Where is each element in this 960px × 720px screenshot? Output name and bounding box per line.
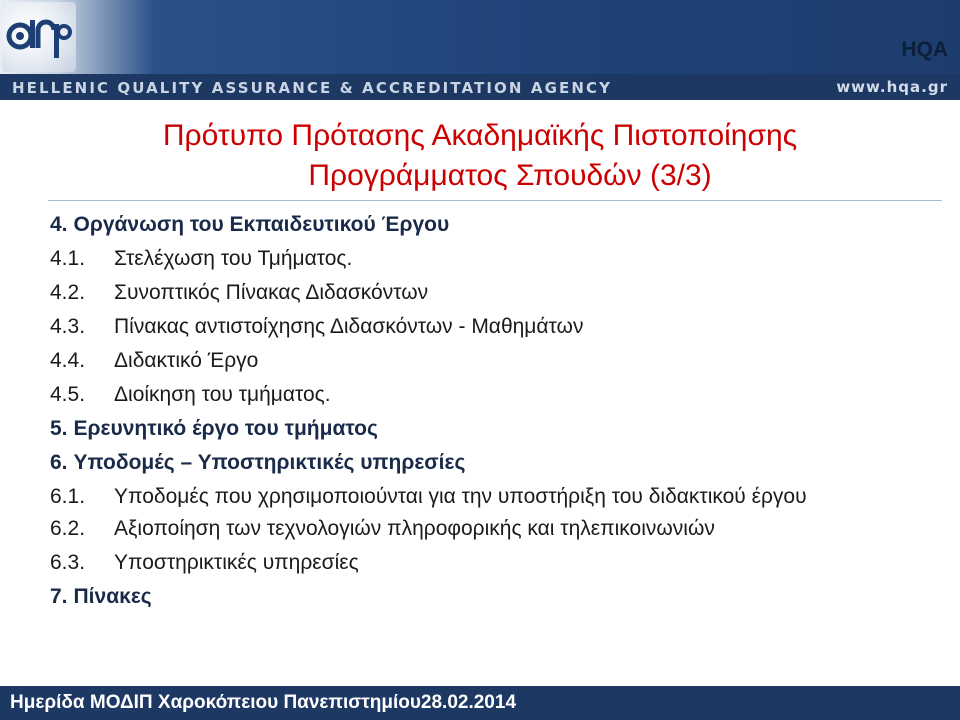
header-banner — [0, 0, 960, 100]
outline-list — [50, 208, 930, 614]
item-text: Στελέχωση του Τμήματος. — [114, 247, 353, 270]
item-number: 7. — [50, 585, 68, 608]
item-text: Διδακτικό Έργο — [114, 349, 259, 372]
list-item — [50, 276, 930, 310]
item-text: Υποστηρικτικές υπηρεσίες — [114, 551, 359, 574]
agency-name: HELLENIC QUALITY ASSURANCE & ACCREDITATION AGENCY — [12, 79, 613, 97]
list-item — [50, 412, 930, 446]
title-line-1: Πρότυπο Πρότασης Ακαδημαϊκής Πιστοποίησης — [162, 119, 798, 152]
page-title — [0, 116, 960, 196]
item-text: Υποδομές – Υποστηρικτικές υπηρεσίες — [73, 451, 466, 474]
item-number: 4. — [50, 213, 68, 236]
list-item — [50, 480, 930, 512]
item-text: Συνοπτικός Πίνακας Διδασκόντων — [114, 281, 429, 304]
title-line-2-text: Προγράμματος Σπουδών — [308, 159, 642, 192]
list-item — [50, 512, 930, 546]
adip-logo-icon — [2, 2, 76, 72]
title-divider — [48, 200, 942, 201]
item-number: 6.1. — [50, 485, 86, 508]
website-link[interactable]: www.hqa.gr — [836, 78, 948, 96]
list-item — [50, 310, 930, 344]
list-item — [50, 446, 930, 480]
item-text: Οργάνωση του Εκπαιδευτικού Έργου — [73, 213, 450, 236]
footer-bar — [0, 686, 960, 720]
item-text: Πίνακας αντιστοίχησης Διδασκόντων - Μαθημάτων — [114, 315, 584, 338]
list-item — [50, 546, 930, 580]
item-number: 6.2. — [50, 517, 86, 540]
item-text: Πίνακες — [73, 585, 152, 608]
item-text: Αξιοποίηση των τεχνολογιών πληροφορικής και τηλεπικοινωνιών — [114, 517, 715, 540]
footer-text: Ημερίδα ΜΟΔΙΠ Χαροκόπειου Πανεπιστημίου28.02.2014 — [10, 692, 517, 713]
item-number: 4.3. — [50, 315, 86, 338]
hqa-label: HQA — [901, 38, 948, 61]
item-text: Ερευνητικό έργο του τμήματος — [73, 417, 378, 440]
item-number: 4.1. — [50, 247, 86, 270]
list-item — [50, 208, 930, 242]
item-number: 4.5. — [50, 383, 86, 406]
list-item — [50, 378, 930, 412]
item-text: Διοίκηση του τμήματος. — [114, 383, 331, 406]
title-line-2 — [0, 156, 960, 196]
item-number: 5. — [50, 417, 68, 440]
item-text: Υποδομές που χρησιμοποιούνται για την υποστήριξη του διδακτικού έργου — [114, 485, 807, 508]
item-number: 4.4. — [50, 349, 86, 372]
list-item — [50, 580, 930, 614]
header-top-band — [0, 0, 960, 74]
list-item — [50, 242, 930, 276]
item-number: 4.2. — [50, 281, 86, 304]
item-number: 6. — [50, 451, 68, 474]
item-number: 6.3. — [50, 551, 86, 574]
title-part: (3/3) — [649, 159, 712, 192]
list-item — [50, 344, 930, 378]
